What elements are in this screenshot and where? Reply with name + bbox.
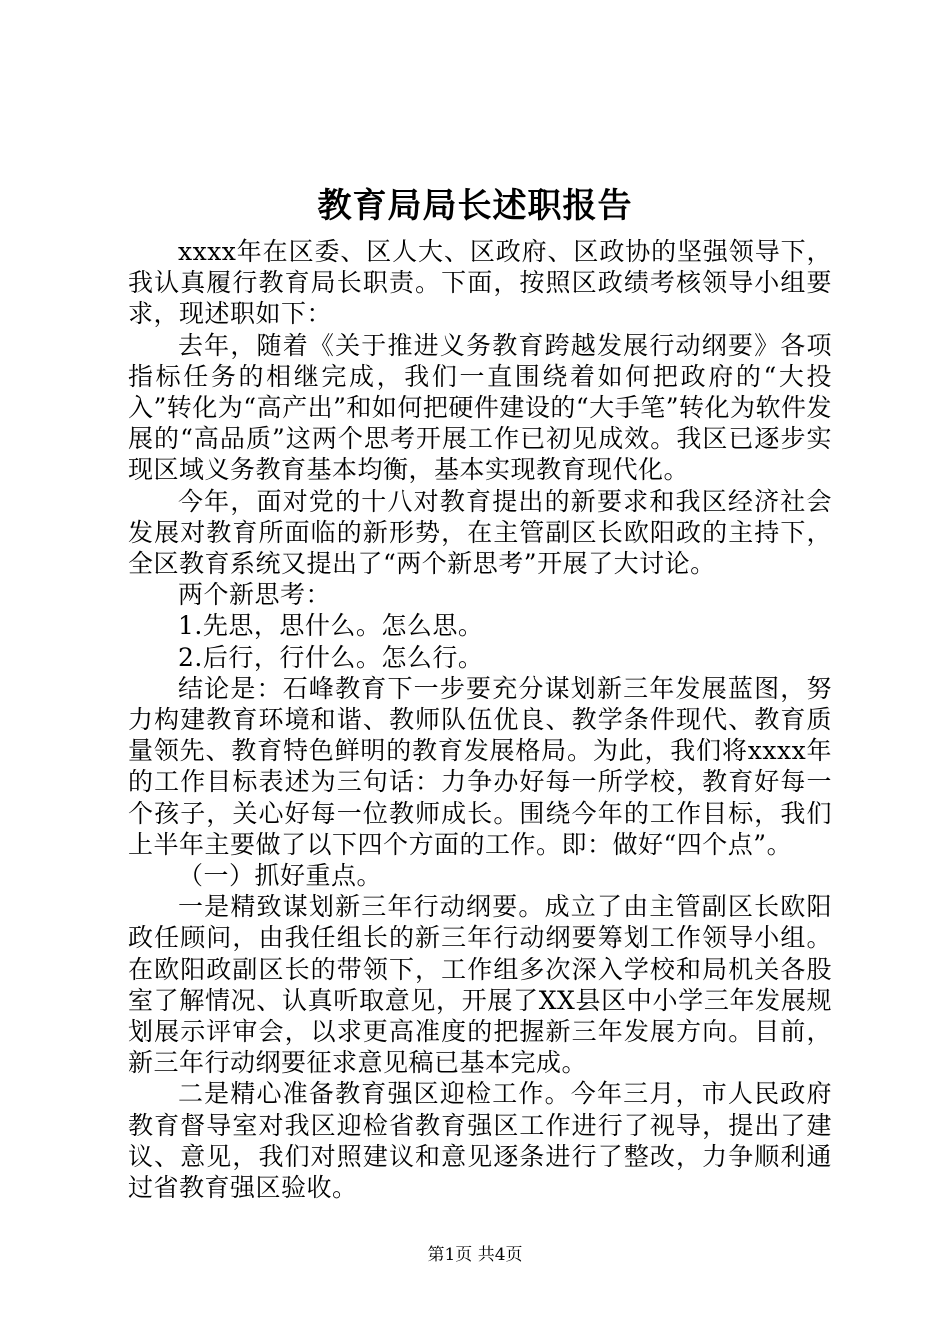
document-title: 教育局局长述职报告 <box>317 186 633 226</box>
paragraph: 二是精心准备教育强区迎检工作。今年三月，市人民政府教育督导室对我区迎检省教育强区工作进行了视导，提出了建议、意见，我们对照建议和意见逐条进行了整改，力争顺利通过省教育强区验收。 <box>128 1079 832 1203</box>
paragraph: 结论是：石峰教育下一步要充分谋划新三年发展蓝图，努力构建教育环境和谐、教师队伍优良、教学条件现代、教育质量领先、教育特色鲜明的教育发展格局。为此，我们将xxxx年的工作目标表述为三句话：力争办好每一所学校，教育好每一个孩子，关心好每一位教师成长。围绕今年的工作目标，我们上半年主要做了以下四个方面的工作。即：做好“四个点”。 <box>128 673 832 859</box>
paragraph: xxxx年在区委、区人大、区政府、区政协的坚强领导下，我认真履行教育局长职责。下面，按照区政绩考核领导小组要求，现述职如下： <box>128 237 832 329</box>
paragraph: 两个新思考： <box>178 580 332 610</box>
page-number: 第1页 共4页 <box>427 1245 523 1265</box>
paragraph: 一是精致谋划新三年行动纲要。成立了由主管副区长欧阳政任顾问，由我任组长的新三年行动纲要筹划工作领导小组。在欧阳政副区长的带领下，工作组多次深入学校和局机关各股室了解情况、认真听取意见，开展了XX县区中小学三年发展规划展示评审会，以求更高准度的把握新三年发展方向。目前，新三年行动纲要征求意见稿已基本完成。 <box>128 892 832 1078</box>
section-heading: （一）抓好重点。 <box>178 861 383 891</box>
paragraph: 今年，面对党的十八对教育提出的新要求和我区经济社会发展对教育所面临的新形势，在主管副区长欧阳政的主持下，全区教育系统又提出了“两个新思考”开展了大讨论。 <box>128 486 832 579</box>
list-item: 1.先思，思什么。怎么思。 <box>178 611 484 641</box>
list-item: 2.后行，行什么。怎么行。 <box>178 642 484 672</box>
paragraph: 去年，随着《关于推进义务教育跨越发展行动纲要》各项指标任务的相继完成，我们一直围绕着如何把政府的“大投入”转化为“高产出”和如何把硬件建设的“大手笔”转化为软件发展的“高品质”这两个思考开展工作已初见成效。我区已逐步实现区域义务教育基本均衡，基本实现教育现代化。 <box>128 330 832 485</box>
document-body <box>128 236 832 1203</box>
